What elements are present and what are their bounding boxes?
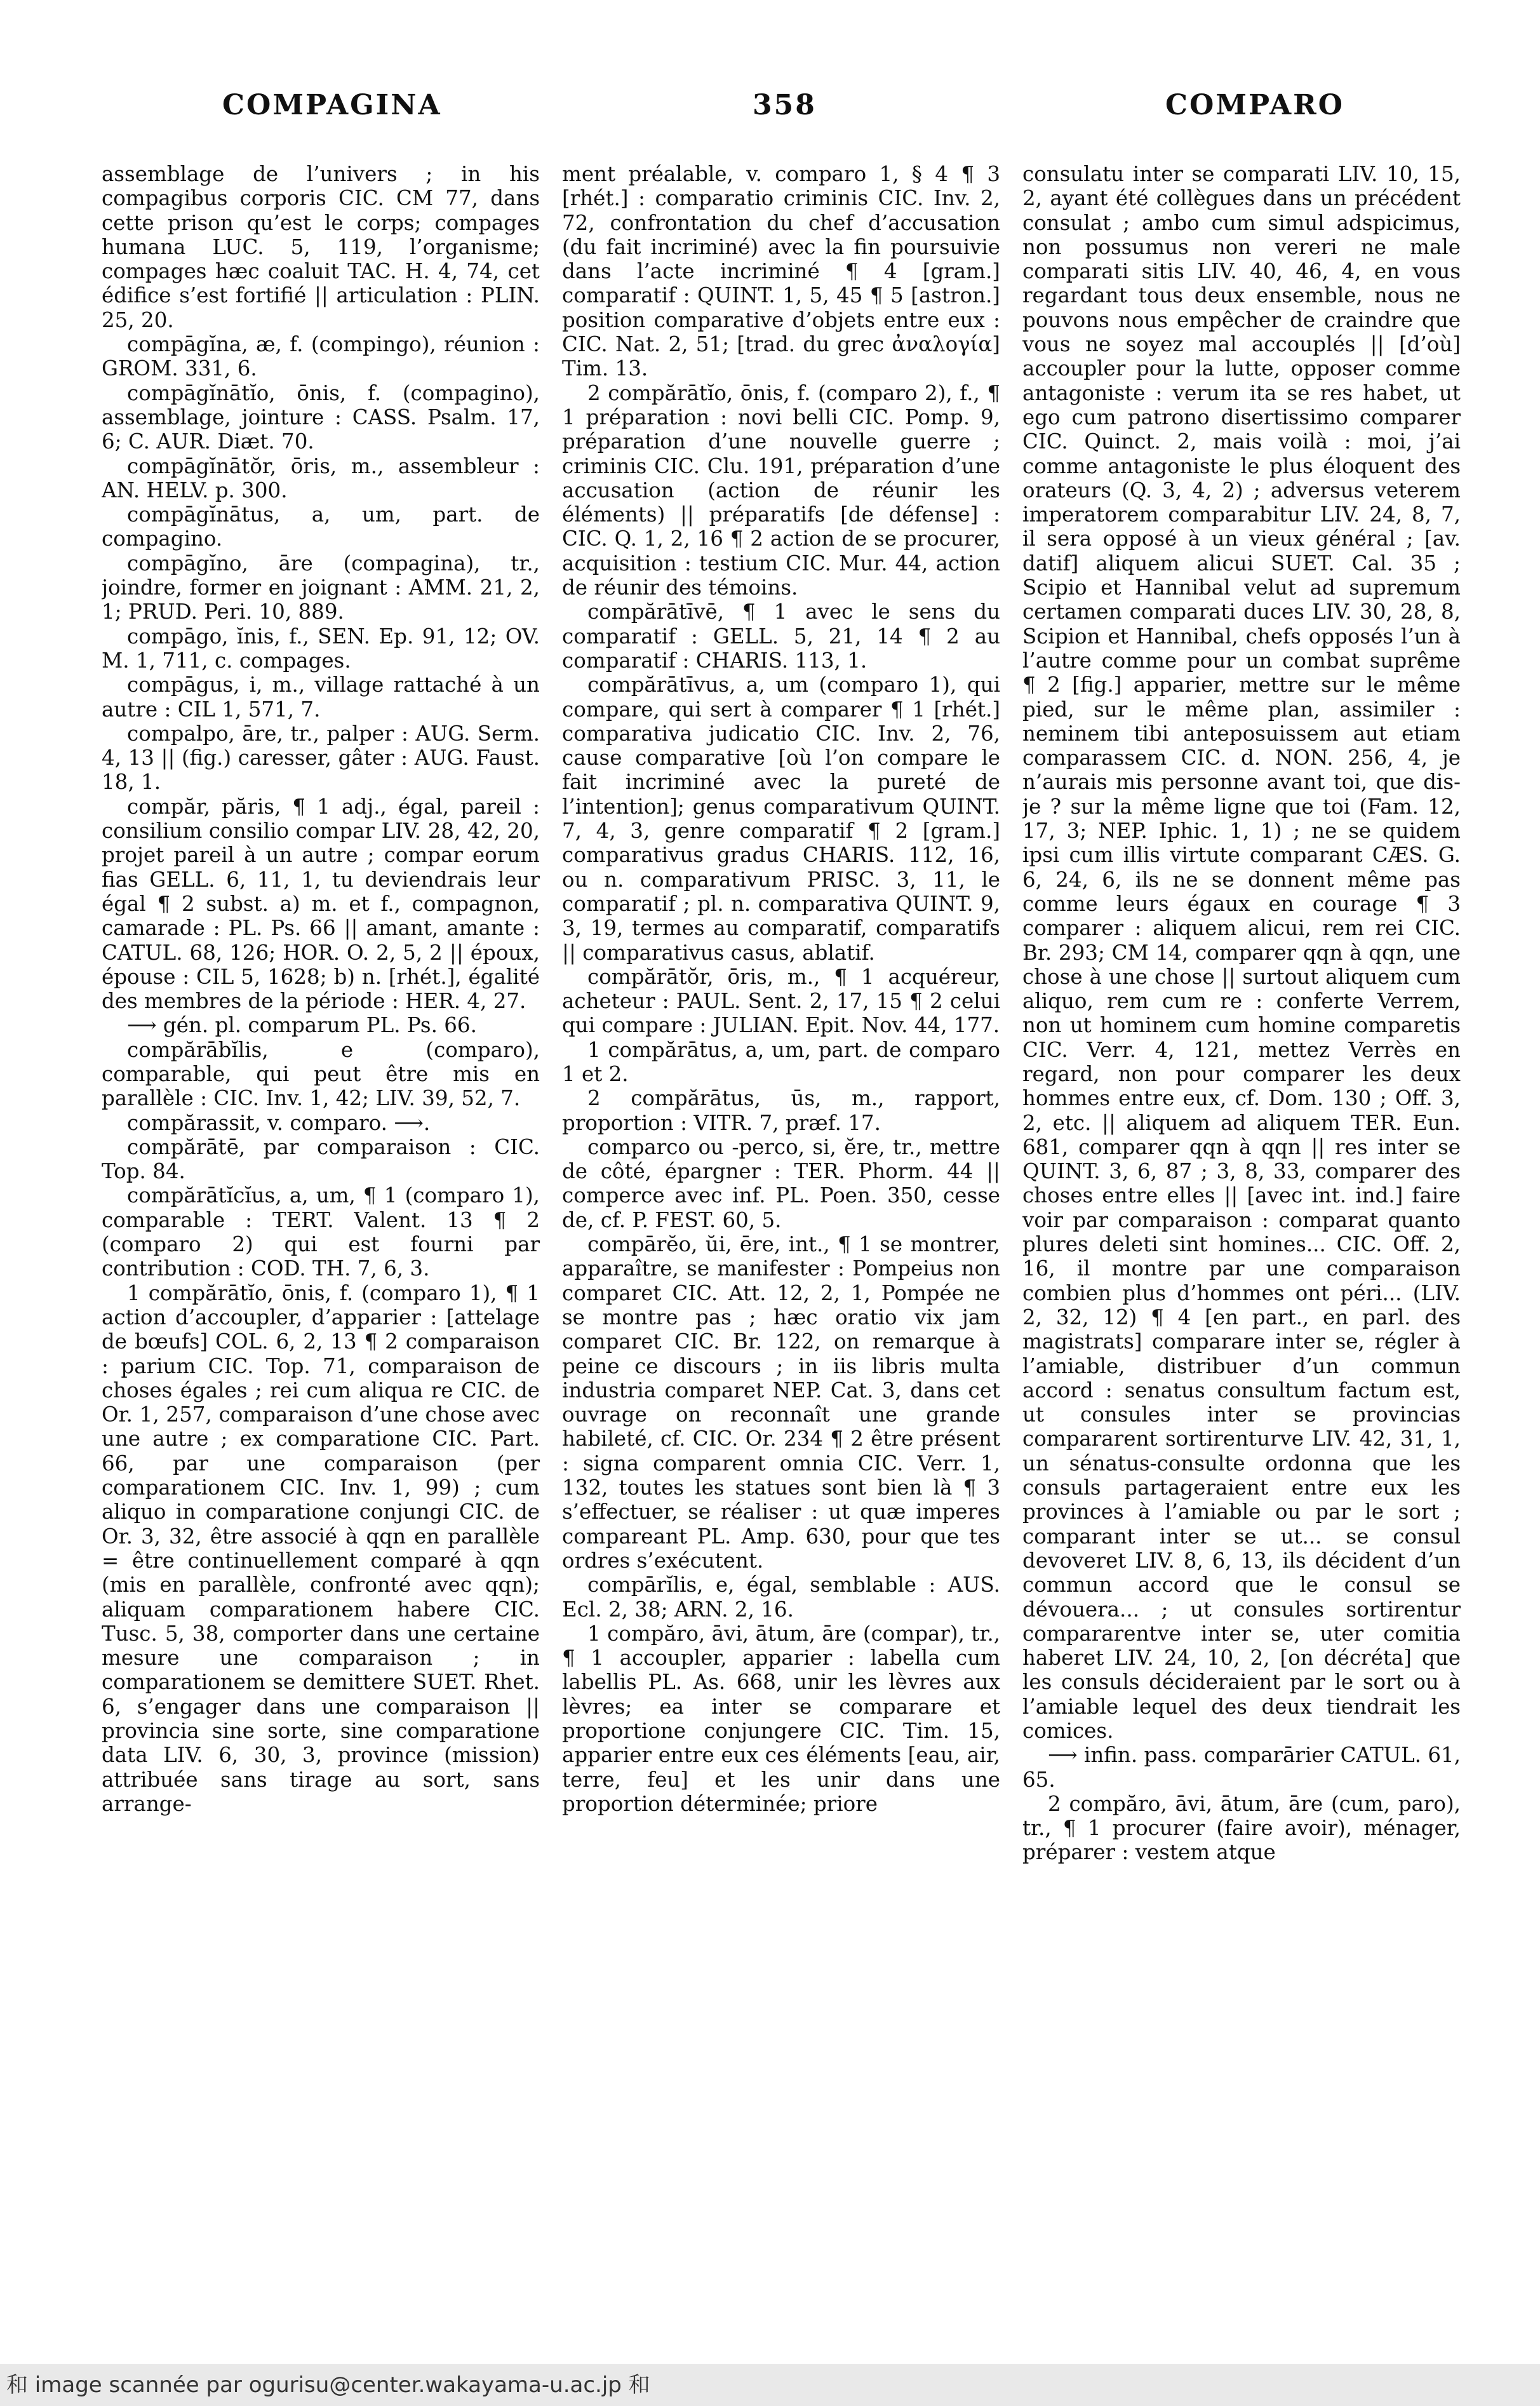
dictionary-entry: compărātīvē, ¶ 1 avec le sens du comparatif : GELL. 5, 21, 14 ¶ 2 au comparatif : CHARIS. 113, 1. [562,600,1000,673]
dictionary-entry: assemblage de l’univers ; in his compagibus corporis CIC. CM 77, dans cette prison qu’est le corps; compages humana LUC. 5, 119, l’organisme; compages hæc coaluit TAC. H. 4, 74, cet édifice s’est fortifié || articulation : PLIN. 25, 20. [102,162,540,332]
dictionary-entry: compalpo, āre, tr., palper : AUG. Serm. 4, 13 || (fig.) caresser, gâter : AUG. Faust. 18, 1. [102,721,540,795]
dictionary-entry: 1 compăro, āvi, ātum, āre (compar), tr., ¶ 1 accoupler, apparier : labella cum labellis PL. As. 668, unir les lèvres aux lèvres; ea inter se comparare et proportione conjungere CIC. Tim. 15, apparier entre eux ces éléments [eau, air, terre, feu] et les unir dans une proportion déterminée; priore [562,1621,1000,1816]
header-left-guideword: COMPAGINA [222,89,442,121]
scan-credit-footer [0,2364,1540,2406]
dictionary-entry: compāgĭnātĭo, ōnis, f. (compagino), assemblage, jointure : CASS. Psalm. 17, 6; C. AUR. Diæt. 70. [102,380,540,454]
dictionary-entry: 2 compăro, āvi, ātum, āre (cum, paro), tr., ¶ 1 procurer (faire avoir), ménager, préparer : vestem atque [1022,1791,1461,1865]
dictionary-entry: comparco ou -perco, si, ĕre, tr., mettre de côté, épargner : TER. Phorm. 44 || comperce avec inf. PL. Poen. 350, cesse de, cf. P. FEST. 60, 5. [562,1134,1000,1232]
dictionary-entry: compărātīvus, a, um (comparo 1), qui compare, qui sert à comparer ¶ 1 [rhét.] comparativa judicatio CIC. Inv. 2, 76, cause comparative [où l’on compare le fait incriminé avec la pureté de l’intention]; genus comparativum QUINT. 7, 4, 3, genre comparatif ¶ 2 [gram.] comparativus gradus CHARIS. 112, 16, ou n. comparativum PRISC. 3, 11, le comparatif ; pl. n. comparativa QUINT. 9, 3, 19, termes au comparatif, comparatifs || comparativus casus, ablatif. [562,673,1000,965]
dictionary-entry: compărassit, v. comparo. ⟶. [127,1110,431,1135]
column-3 [1022,162,1461,2347]
dictionary-entry: compārĭlis, e, égal, semblable : AUS. Ecl. 2, 38; ARN. 2, 16. [562,1573,1000,1622]
column-2 [562,162,1000,2347]
dictionary-entry: compāgĭno, āre (compagina), tr., joindre, former en joignant : AMM. 21, 2, 1; PRUD. Peri. 10, 889. [102,551,540,624]
dictionary-entry: compāgĭna, æ, f. (compingo), réunion : GROM. 331, 6. [102,332,540,381]
dictionary-entry: compāgĭnātŏr, ōris, m., assembleur : AN. HELV. p. 300. [102,454,540,502]
dictionary-entry: 1 compărātĭo, ōnis, f. (comparo 1), ¶ 1 action d’accoupler, d’apparier : [attelage de bœufs] COL. 6, 2, 13 ¶ 2 comparaison : parium CIC. Top. 71, comparaison de choses égales ; rei cum aliqua re CIC. de Or. 1, 257, comparaison d’une chose avec une autre ; ex comparatione CIC. Part. 66, par une comparaison (per comparationem CIC. Inv. 1, 99) ; cum aliquo in comparatione conjungi CIC. de Or. 3, 32, être associé à qqn en parallèle = être continuellement comparé à qqn (mis en parallèle, confronté avec qqn); aliquam comparationem habere CIC. Tusc. 5, 38, comporter dans une certaine mesure une comparaison ; in comparationem se demittere SUET. Rhet. 6, s’engager dans une comparaison || provincia sine sorte, sine comparatione data LIV. 6, 30, 3, province (mission) attribuée sans tirage au sort, sans arrange- [102,1280,540,1816]
dictionary-entry: compărātŏr, ōris, m., ¶ 1 acquéreur, acheteur : PAUL. Sent. 2, 17, 15 ¶ 2 celui qui compare : JULIAN. Epit. Nov. 44, 177. [562,964,1000,1038]
dictionary-entry: compāgus, i, m., village rattaché à un autre : CIL 1, 571, 7. [102,673,540,722]
dictionary-entry: compăr, păris, ¶ 1 adj., égal, pareil : consilium consilio compar LIV. 28, 42, 20, projet pareil à un autre ; compar eorum fias GELL. 6, 11, 1, tu deviendrais leur égal ¶ 2 subst. a) m. et f., compagnon, camarade : PL. Ps. 66 || amant, amante : CATUL. 68, 126; HOR. O. 2, 5, 2 || époux, épouse : CIL 5, 1628; b) n. [rhét.], égalité des membres de la période : HER. 4, 27. [102,794,540,1014]
dictionary-entry: compărātĭcĭus, a, um, ¶ 1 (comparo 1), comparable : TERT. Valent. 13 ¶ 2 (comparo 2) qui est fourni par contribution : COD. TH. 7, 6, 3. [102,1183,540,1281]
dictionary-entry: compărābĭlis, e (comparo), comparable, qui peut être mis en parallèle : CIC. Inv. 1, 42; LIV. 39, 52, 7. [102,1037,540,1111]
dictionary-entry: 2 compărātĭo, ōnis, f. (comparo 2), f., ¶ 1 préparation : novi belli CIC. Pomp. 9, préparation d’une nouvelle guerre ; criminis CIC. Clu. 191, préparation d’une accusation (action de réunir les éléments) || préparatifs [de défense] : CIC. Q. 1, 2, 16 ¶ 2 action de se procurer, acquisition : testium CIC. Mur. 44, action de réunir des témoins. [562,380,1000,600]
dictionary-entry: compārĕo, ŭi, ēre, int., ¶ 1 se montrer, apparaître, se manifester : Pompeius non comparet CIC. Att. 12, 2, 1, Pompée ne se montre pas ; hæc oratio vix jam comparet CIC. Br. 122, on remarque à peine ce discours ; in iis libris multa industria comparet NEP. Cat. 3, dans cet ouvrage on reconnaît une grande habileté, cf. CIC. Or. 234 ¶ 2 être présent : signa comparent omnia CIC. Verr. 1, 132, toutes les statues sont bien là ¶ 3 s’effectuer, se réaliser : ut quæ imperes compareant PL. Amp. 630, pour que tes ordres s’exécutent. [562,1232,1000,1573]
header-right-guideword: COMPARO [1165,89,1344,121]
column-1 [102,162,540,2347]
dictionary-entry: ⟶ infin. pass. comparārier CATUL. 61, 65. [1022,1743,1461,1792]
scan-credit-text: 和 image scannée par ogurisu@center.wakayama-u.ac.jp 和 [6,2372,650,2398]
dictionary-entry: compāgĭnātus, a, um, part. de compagino. [102,502,540,551]
dictionary-entry: 2 compărātus, ūs, m., rapport, proportion : VITR. 7, præf. 17. [562,1086,1000,1135]
dictionary-entry: compāgo, ĭnis, f., SEN. Ep. 91, 12; OV. M. 1, 711, c. compages. [102,624,540,673]
dictionary-entry: ment préalable, v. comparo 1, § 4 ¶ 3 [rhét.] : comparatio criminis CIC. Inv. 2, 72, confrontation du chef d’accusation (du fait incriminé) avec la fin poursuivie dans l’acte incriminé ¶ 4 [gram.] comparatif : QUINT. 1, 5, 45 ¶ 5 [astron.] position comparative d’objets entre eux : CIC. Nat. 2, 51; [trad. du grec ἀναλογία] Tim. 13. [562,162,1000,381]
dictionary-entry: consulatu inter se comparati LIV. 10, 15, 2, ayant été collègues dans un précédent consulat ; ambo cum simul adspicimus, non possumus non vereri ne male comparati sitis LIV. 40, 46, 4, en vous regardant tous deux ensemble, nous ne pouvons nous empêcher de craindre que vous ne soyez mal accouplés || [d’où] accoupler pour la lutte, opposer comme antagoniste : verum ita se res habet, ut ego cum patrono disertissimo comparer CIC. Quinct. 2, mais voilà : moi, j’ai comme antagoniste le plus éloquent des orateurs (Q. 3, 4, 2) ; adversus veterem imperatorem comparabitur LIV. 24, 8, 7, il sera opposé à un vieux général ; [av. datif] aliquem alicui SUET. Cal. 35 ; Scipio et Hannibal velut ad supremum certamen comparati duces LIV. 30, 28, 8, Scipion et Hannibal, chefs opposés l’un à l’autre comme pour un combat suprême ¶ 2 [fig.] apparier, mettre sur le même pied, sur le même plan, assimiler : neminem tibi anteposuissem aut etiam comparassem CIC. d. NON. 256, 4, je n’aurais mis personne avant toi, que dis-je ? sur la même ligne que toi (Fam. 12, 17, 3; NEP. Iphic. 1, 1) ; ne se quidem ipsi cum illis virtute comparant CÆS. G. 6, 24, 6, ils ne se donnent même pas comme leurs égaux en courage ¶ 3 comparer : aliquem alicui, rem rei CIC. Br. 293; CM 14, comparer qqn à qqn, une chose à une chose || surtout aliquem cum aliquo, rem cum re : conferte Verrem, non ut hominem cum homine comparetis CIC. Verr. 4, 121, mettez Verrès en regard, non pour comparer les deux hommes entre eux, cf. Dom. 130 ; Off. 3, 2, etc. || aliquem ad aliquem TER. Eun. 681, comparer qqn à qqn || res inter se QUINT. 3, 6, 87 ; 3, 8, 33, comparer des choses entre elles || [avec int. ind.] faire voir par comparaison : comparat quanto plures deleti sint homines... CIC. Off. 2, 16, il montre par une comparaison combien plus d’hommes ont péri... (LIV. 2, 32, 12) ¶ 4 [en part., en parl. des magistrats] comparare inter se, régler à l’amiable, distribuer d’un commun accord : senatus consultum factum est, ut consules inter se provincias compararent sortirenturve LIV. 42, 31, 1, un sénatus-consulte ordonna que les consuls partageraient entre eux les provinces à l’amiable ou par le sort ; comparant inter se ut... se consul devoveret LIV. 8, 6, 13, ils décident d’un commun accord que le consul se dévouera... ; ut consules sortirentur compararentve inter se, uter comitia haberet LIV. 24, 10, 2, [on décréta] que les consuls décideraient par le sort ou à l’amiable lequel des deux tiendrait les comices. [1022,162,1461,1743]
dictionary-entry: 1 compărātus, a, um, part. de comparo 1 et 2. [562,1037,1000,1086]
dictionary-entry: ⟶ gén. pl. comparum PL. Ps. 66. [127,1013,477,1038]
page-number: 358 [753,89,817,121]
dictionary-entry: compărātē, par comparaison : CIC. Top. 84. [102,1134,540,1184]
page-header [0,89,1540,140]
